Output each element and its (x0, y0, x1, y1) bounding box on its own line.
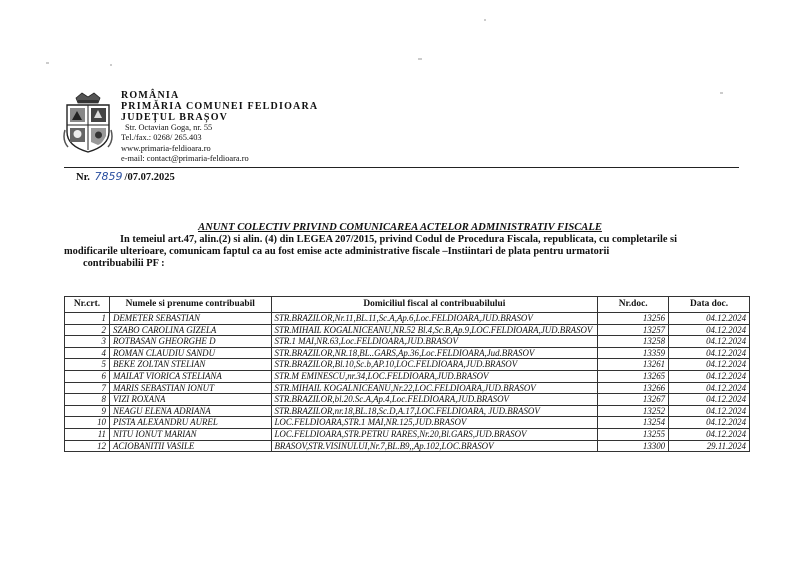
intro-line-3: contribuabilii PF : (83, 258, 165, 270)
cell-name: ROTBASAN GHEORGHE D (109, 336, 271, 348)
header-nr: Nr.crt. (65, 297, 110, 313)
cell-address: STR.BRAZILOR,Bl.10,Sc.b,AP.10,LOC.FELDIOARA,JUD.BRASOV (271, 359, 598, 371)
phone-fax: Tel./fax.: 0268/ 265.403 (121, 133, 202, 143)
cell-address: STR.BRAZILOR,nr.18,BL.18,Sc.D,A.17,LOC.FELDIOARA, JUD.BRASOV (271, 405, 598, 417)
cell-nr: 2 (65, 324, 110, 336)
cell-name: DEMETER SEBASTIAN (109, 313, 271, 325)
cell-nr: 9 (65, 405, 110, 417)
street-address: Str. Octavian Goga, nr. 55 (125, 123, 213, 132)
cell-nr: 8 (65, 394, 110, 406)
cell-name: SZABO CAROLINA GIZELA (109, 324, 271, 336)
table-header-row (65, 297, 750, 313)
cell-doc: 13261 (598, 359, 669, 371)
cell-doc: 13257 (598, 324, 669, 336)
scan-speck (110, 64, 112, 66)
cell-name: NEAGU ELENA ADRIANA (109, 405, 271, 417)
cell-doc: 13256 (598, 313, 669, 325)
registration-number (76, 170, 175, 183)
cell-date: 29.11.2024 (669, 440, 750, 452)
table-row (65, 428, 750, 440)
cell-nr: 1 (65, 313, 110, 325)
intro-line-1: In temeiul art.47, alin.(2) si alin. (4) din LEGEA 207/2015, privind Codul de Procedura Fiscala, republicata, cu completarile si (120, 234, 677, 245)
cell-address: STR.BRAZILOR,Nr.11,BL.11,Sc.A,Ap.6,Loc.FELDIOARA,JUD.BRASOV (271, 313, 598, 325)
header-date: Data doc. (669, 297, 750, 313)
cell-name: BEKE ZOLTAN STELIAN (109, 359, 271, 371)
cell-address: STR.BRAZILOR,NR.18,BL..GARS,Ap.36,Loc.FELDIOARA,Jud.BRASOV (271, 347, 598, 359)
cell-nr: 6 (65, 370, 110, 382)
cell-address: STR.MIHAIL KOGALNICEANU,Nr.22,LOC.FELDIOARA,JUD.BRASOV (271, 382, 598, 394)
document-title: ANUNT COLECTIV PRIVIND COMUNICAREA ACTELOR ADMINISTRATIV FISCALE (198, 222, 602, 233)
cell-address: STR.1 MAI,NR.63,Loc.FELDIOARA,JUD.BRASOV (271, 336, 598, 348)
cell-name: ACIOBANITII VASILE (109, 440, 271, 452)
cell-date: 04.12.2024 (669, 370, 750, 382)
registration-prefix: Nr. (76, 172, 90, 183)
table-row (65, 370, 750, 382)
cell-address: STR.BRAZILOR,bl.20.Sc.A,Ap.4,Loc.FELDIOARA,JUD.BRASOV (271, 394, 598, 406)
cell-name: ROMAN CLAUDIU SANDU (109, 347, 271, 359)
table-row (65, 347, 750, 359)
table-row (65, 440, 750, 452)
cell-date: 04.12.2024 (669, 313, 750, 325)
cell-doc: 13300 (598, 440, 669, 452)
scan-speck (46, 62, 49, 64)
cell-nr: 10 (65, 417, 110, 429)
cell-name: PISTA ALEXANDRU AUREL (109, 417, 271, 429)
intro-paragraph (64, 234, 754, 271)
intro-line-2: modificarile ulterioare, comunicam faptul ca au fost emise acte administrative fiscale –Instiintari de plata pentru urmatorii (64, 246, 610, 258)
cell-doc: 13266 (598, 382, 669, 394)
cell-address: STR.MIHAIL KOGALNICEANU,NR.52 Bl.4,Sc.B,Ap.9,LOC.FELDIOARA,JUD.BRASOV (271, 324, 598, 336)
table-row (65, 324, 750, 336)
cell-date: 04.12.2024 (669, 405, 750, 417)
cell-date: 04.12.2024 (669, 417, 750, 429)
cell-doc: 13265 (598, 370, 669, 382)
header-divider (64, 167, 739, 168)
header-address: Domiciliul fiscal al contribuabilului (271, 297, 598, 313)
email: e-mail: contact@primaria-feldioara.ro (121, 154, 249, 164)
table-row (65, 359, 750, 371)
header-doc: Nr.doc. (598, 297, 669, 313)
coat-of-arms-icon (62, 92, 114, 154)
county-name: JUDEȚUL BRAȘOV (121, 112, 229, 123)
cell-doc: 13258 (598, 336, 669, 348)
table-row (65, 394, 750, 406)
handwritten-number: 7859 (94, 170, 123, 183)
website: www.primaria-feldioara.ro (121, 143, 211, 153)
cell-date: 04.12.2024 (669, 394, 750, 406)
cell-address: BRASOV,STR.VISINULUI,Nr.7,BL.B9,,Ap.102,LOC.BRASOV (271, 440, 598, 452)
cell-address: LOC.FELDIOARA,STR.1 MAI,NR.125,JUD.BRASOV (271, 417, 598, 429)
cell-nr: 3 (65, 336, 110, 348)
header-name: Numele si prenume contribuabil (109, 297, 271, 313)
cell-date: 04.12.2024 (669, 336, 750, 348)
cell-name: VIZI ROXANA (109, 394, 271, 406)
table-row (65, 405, 750, 417)
cell-date: 04.12.2024 (669, 324, 750, 336)
cell-nr: 5 (65, 359, 110, 371)
scan-speck (418, 58, 422, 60)
table-row (65, 417, 750, 429)
cell-name: MARIS SEBASTIAN IONUT (109, 382, 271, 394)
cell-nr: 11 (65, 428, 110, 440)
cell-doc: 13254 (598, 417, 669, 429)
table-row (65, 336, 750, 348)
cell-date: 04.12.2024 (669, 347, 750, 359)
cell-date: 04.12.2024 (669, 359, 750, 371)
scan-speck (720, 92, 723, 94)
scan-speck (484, 19, 486, 21)
cell-address: STR.M EMINESCU,nr.34,LOC.FELDIOARA,JUD.BRASOV (271, 370, 598, 382)
institution-name: PRIMĂRIA COMUNEI FELDIOARA (121, 101, 319, 112)
country-name: ROMÂNIA (121, 90, 180, 101)
cell-name: MAILAT VIORICA STELIANA (109, 370, 271, 382)
cell-nr: 12 (65, 440, 110, 452)
cell-address: LOC.FELDIOARA,STR.PETRU RARES,Nr.20,Bl.GARS,JUD.BRASOV (271, 428, 598, 440)
table-row (65, 382, 750, 394)
cell-nr: 4 (65, 347, 110, 359)
cell-date: 04.12.2024 (669, 382, 750, 394)
cell-doc: 13359 (598, 347, 669, 359)
cell-doc: 13267 (598, 394, 669, 406)
taxpayers-table (64, 296, 750, 452)
cell-nr: 7 (65, 382, 110, 394)
cell-doc: 13252 (598, 405, 669, 417)
table-row (65, 313, 750, 325)
cell-doc: 13255 (598, 428, 669, 440)
institution-header (121, 90, 318, 165)
registration-date: /07.07.2025 (124, 172, 175, 183)
cell-name: NITU IONUT MARIAN (109, 428, 271, 440)
cell-date: 04.12.2024 (669, 428, 750, 440)
